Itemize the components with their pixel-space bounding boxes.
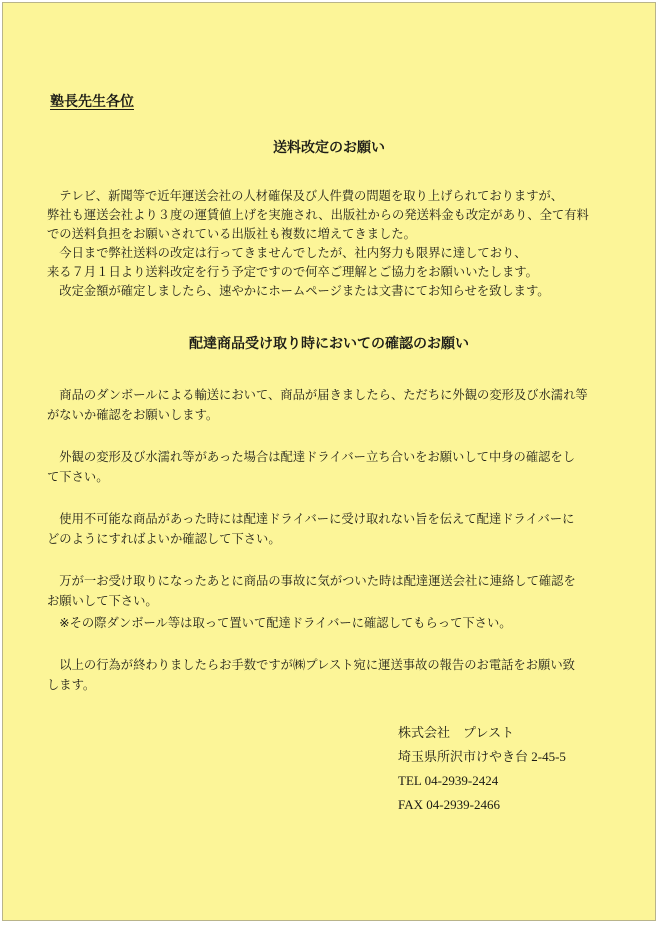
paragraph [47, 655, 637, 695]
company-tel: TEL 04-2939-2424 [398, 773, 499, 788]
company-name: 株式会社 プレスト [398, 725, 515, 740]
body-line: 商品のダンボールによる輸送において、商品が届きましたら、ただちに外観の変形及び水濡れ等 [47, 388, 588, 402]
paragraph [47, 447, 637, 487]
body-line: での送料負担をお願いされている出版社も複数に増えてきました。 [47, 227, 416, 241]
body-line: ※その際ダンボール等は取って置いて配達ドライバーに確認してもらって下さい。 [47, 616, 512, 630]
company-fax: FAX 04-2939-2466 [398, 797, 500, 812]
body-line: どのようにすればよいか確認して下さい。 [47, 532, 281, 546]
section-title-delivery-check: 配達商品受け取り時においての確認のお願い [189, 336, 469, 352]
section-body-shipping-fee [47, 187, 637, 301]
body-line: テレビ、新聞等で近年運送会社の人材確保及び人件費の問題を取り上げられておりますが、 [47, 189, 564, 203]
body-line: 弊社も運送会社より３度の運賃値上げを実施され、出版社からの発送料金も改定があり、全て有料 [47, 208, 589, 222]
company-address: 埼玉県所沢市けやき台 2-45-5 [398, 749, 566, 764]
body-line: お願いして下さい。 [47, 594, 158, 608]
body-line: 今日まで弊社送料の改定は行ってきませんでしたが、社内努力も限界に達しており、 [47, 246, 527, 260]
body-line: 万が一お受け取りになったあとに商品の事故に気がついた時は配達運送会社に連絡して確認を [47, 574, 576, 588]
signature-block [398, 721, 566, 817]
notice-document [2, 2, 656, 921]
paragraph [47, 385, 637, 425]
addressee: 塾長先生各位 [50, 94, 134, 110]
paragraph [47, 613, 637, 633]
body-line: がないか確認をお願いします。 [47, 408, 219, 422]
body-line: 外観の変形及び水濡れ等があった場合は配達ドライバー立ち合いをお願いして中身の確認をし [47, 450, 576, 464]
body-line: 以上の行為が終わりましたらお手数ですが㈱プレスト宛に運送事故の報告のお電話をお願い致 [47, 658, 575, 672]
section-title-shipping-fee: 送料改定のお願い [273, 140, 385, 156]
section-body-delivery-check [47, 385, 637, 717]
paragraph [47, 509, 637, 549]
body-line: します。 [47, 678, 96, 692]
body-line: 来る７月１日より送料改定を行う予定ですので何卒ご理解とご協力をお願いいたします。 [47, 265, 538, 279]
body-line: 改定金額が確定しましたら、速やかにホームページまたは文書にてお知らせを致します。 [47, 284, 550, 298]
body-line: て下さい。 [47, 470, 109, 484]
body-line: 使用不可能な商品があった時には配達ドライバーに受け取れない旨を伝えて配達ドライバーに [47, 512, 575, 526]
paragraph [47, 571, 637, 611]
